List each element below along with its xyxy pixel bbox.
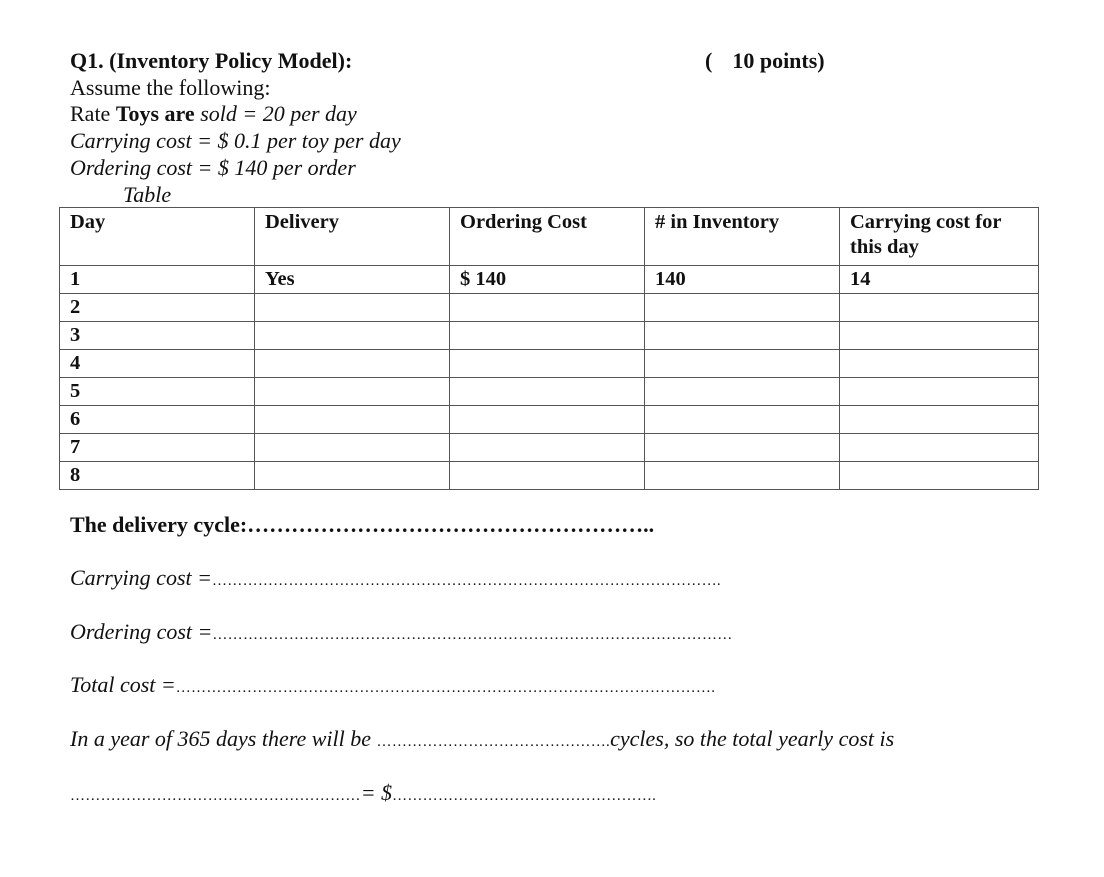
rate-prefix: Rate bbox=[70, 101, 116, 126]
yearly-cost-line bbox=[70, 780, 656, 806]
table-header-row bbox=[60, 208, 1039, 266]
header-in-inventory: # in Inventory bbox=[645, 208, 840, 266]
cell-day: 5 bbox=[60, 378, 255, 406]
cell-day: 6 bbox=[60, 406, 255, 434]
cell-day: 3 bbox=[60, 322, 255, 350]
table-row bbox=[60, 462, 1039, 490]
year-suffix: cycles, so the total yearly cost is bbox=[610, 726, 895, 751]
rate-text bbox=[70, 101, 357, 127]
cell-delivery bbox=[255, 322, 450, 350]
question-title: Q1. (Inventory Policy Model): bbox=[70, 48, 353, 73]
carrying-cost-blank: ………………………………………………………………………………………. bbox=[211, 573, 721, 589]
cell-carrying-cost bbox=[840, 378, 1039, 406]
table-row bbox=[60, 294, 1039, 322]
cell-ordering-cost: $ 140 bbox=[450, 266, 645, 294]
cell-carrying-cost bbox=[840, 294, 1039, 322]
points-open-paren: ( bbox=[705, 48, 713, 73]
cell-inventory: 140 bbox=[645, 266, 840, 294]
cell-inventory bbox=[645, 434, 840, 462]
cell-ordering-cost bbox=[450, 378, 645, 406]
cell-ordering-cost bbox=[450, 406, 645, 434]
yearly-equals: = $ bbox=[360, 780, 393, 805]
cell-inventory bbox=[645, 378, 840, 406]
cell-carrying-cost bbox=[840, 406, 1039, 434]
cell-ordering-cost bbox=[450, 322, 645, 350]
cell-ordering-cost bbox=[450, 434, 645, 462]
year-prefix: In a year of 365 days there will be bbox=[70, 726, 377, 751]
table-row bbox=[60, 406, 1039, 434]
ordering-cost-answer bbox=[70, 619, 733, 645]
carrying-cost-answer bbox=[70, 565, 721, 591]
points-label bbox=[705, 48, 825, 74]
table-row bbox=[60, 266, 1039, 294]
points-value: 10 points) bbox=[732, 48, 825, 73]
cell-carrying-cost bbox=[840, 322, 1039, 350]
cell-day: 4 bbox=[60, 350, 255, 378]
yearly-cost-blank: ……………………………………………. bbox=[392, 788, 657, 804]
table-row bbox=[60, 322, 1039, 350]
cell-inventory bbox=[645, 462, 840, 490]
carrying-cost-text: Carrying cost = $ 0.1 per toy per day bbox=[70, 128, 401, 153]
header-delivery: Delivery bbox=[255, 208, 450, 266]
cell-delivery bbox=[255, 350, 450, 378]
ordering-cost-label: Ordering cost = bbox=[70, 619, 213, 644]
header-ordering-cost: Ordering Cost bbox=[450, 208, 645, 266]
cell-inventory bbox=[645, 322, 840, 350]
cell-inventory bbox=[645, 350, 840, 378]
yearly-calc-blank: ………………………………………………… bbox=[70, 788, 361, 804]
cell-delivery bbox=[255, 462, 450, 490]
table-row bbox=[60, 434, 1039, 462]
yearly-cycles-line bbox=[70, 726, 894, 752]
cell-inventory bbox=[645, 406, 840, 434]
inventory-table bbox=[59, 207, 1039, 490]
cell-delivery: Yes bbox=[255, 266, 450, 294]
year-cycles-blank: ………………………………………. bbox=[376, 734, 611, 750]
cell-day: 8 bbox=[60, 462, 255, 490]
total-cost-blank: ……………………………………………………………………………………………. bbox=[175, 680, 716, 696]
cell-inventory bbox=[645, 294, 840, 322]
cell-delivery bbox=[255, 378, 450, 406]
cell-carrying-cost bbox=[840, 462, 1039, 490]
ordering-cost-text: Ordering cost = $ 140 per order bbox=[70, 155, 356, 180]
rate-bold: Toys are bbox=[115, 101, 195, 126]
cell-carrying-cost bbox=[840, 350, 1039, 378]
table-caption: Table bbox=[123, 182, 172, 207]
delivery-cycle-line: The delivery cycle:……………………………………………….. bbox=[70, 512, 655, 537]
cell-delivery bbox=[255, 434, 450, 462]
ordering-cost-blank: ………………………………………………………………………………………… bbox=[212, 627, 733, 643]
cell-ordering-cost bbox=[450, 462, 645, 490]
cell-day: 7 bbox=[60, 434, 255, 462]
table-row bbox=[60, 350, 1039, 378]
cell-delivery bbox=[255, 294, 450, 322]
cell-ordering-cost bbox=[450, 294, 645, 322]
cell-carrying-cost: 14 bbox=[840, 266, 1039, 294]
cell-delivery bbox=[255, 406, 450, 434]
assume-text: Assume the following: bbox=[70, 75, 271, 100]
cell-carrying-cost bbox=[840, 434, 1039, 462]
rate-suffix: sold = 20 per day bbox=[194, 101, 357, 126]
cell-ordering-cost bbox=[450, 350, 645, 378]
total-cost-answer bbox=[70, 672, 715, 698]
cell-day: 1 bbox=[60, 266, 255, 294]
cell-day: 2 bbox=[60, 294, 255, 322]
header-day: Day bbox=[60, 208, 255, 266]
header-carrying-cost: Carrying cost for this day bbox=[840, 208, 1039, 266]
total-cost-label: Total cost = bbox=[70, 672, 176, 697]
table-row bbox=[60, 378, 1039, 406]
carrying-cost-label: Carrying cost = bbox=[70, 565, 212, 590]
